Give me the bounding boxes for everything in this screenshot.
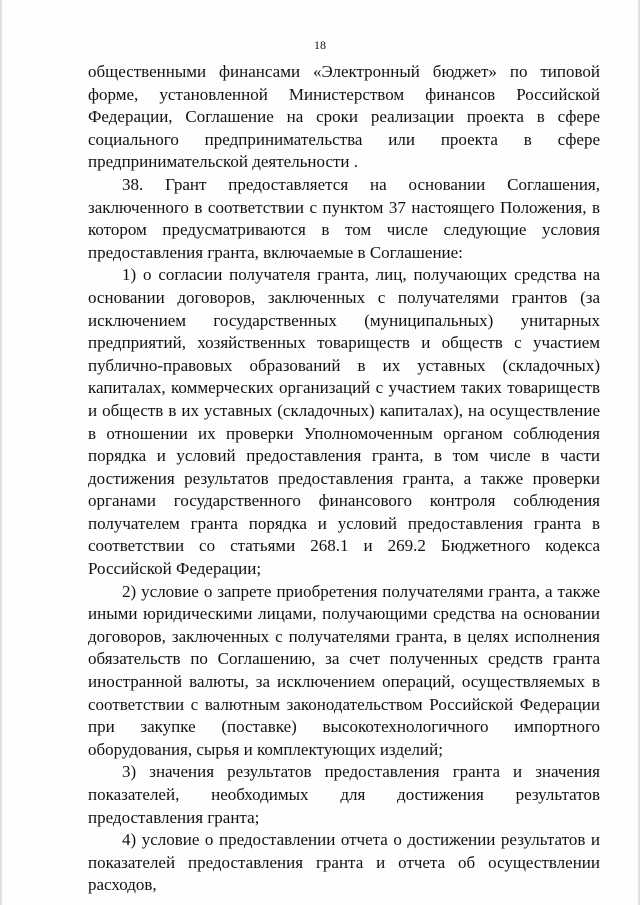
paragraph-clause-38: 38. Грант предоставляется на основании Соглашения, заключенного в соответствии с пунктом 37 настоящего Положения, в котором предусматриваются в том числе следующие условия предоставления гранта, включаемые в Соглашение:: [88, 174, 600, 262]
paragraph-continuation: общественными финансами «Электронный бюджет» по типовой форме, установленной Министерством финансов Российской Федерации, Соглашение на сроки реализации проекта в сфере социального предпринимательства или проекта в сфере предпринимательской деятельности .: [88, 62, 600, 172]
paragraph-item-3: 3) значения результатов предоставления гранта и значения показателей, необходимых для достижения результатов предоставления гранта;: [88, 762, 600, 827]
paragraph-item-4: 4) условие о предоставлении отчета о достижении результатов и показателей предоставления гранта и отчета об осуществлении расходов,: [88, 830, 600, 895]
document-body: [88, 61, 600, 897]
page-number: 18: [314, 38, 326, 52]
paragraph-item-2: 2) условие о запрете приобретения получателями гранта, а также иными юридическими лицами, получающими средства на основании договоров, заключенных с получателями гранта, в целях исполнения обязательств по Соглашению, за счет полученных средств гранта иностранной валюты, за исключением операций, осуществляемых в соответствии с валютным законодательством Российской Федерации при закупке (поставке) высокотехнологичного импортного оборудования, сырья и комплектующих изделий;: [88, 581, 600, 759]
page-edge-left: [0, 0, 3, 905]
paragraph-item-1: 1) о согласии получателя гранта, лиц, получающих средства на основании договоров, заключенных с получателями грантов (за исключением государственных (муниципальных) унитарных предприятий, хозяйственных товариществ и обществ с участием публично-правовых образований в их уставных (складочных) капиталах, коммерческих организаций с участием таких товариществ и обществ в их уставных (складочных) капиталах), на осуществление в отношении их проверки Уполномоченным органом соблюдения порядка и условий предоставления гранта, в том числе в части достижения результатов предоставления гранта, а также проверки органами государственного финансового контроля соблюдения получателем гранта порядка и условий предоставления гранта в соответствии со статьями 268.1 и 269.2 Бюджетного кодекса Российской Федерации;: [88, 265, 600, 579]
